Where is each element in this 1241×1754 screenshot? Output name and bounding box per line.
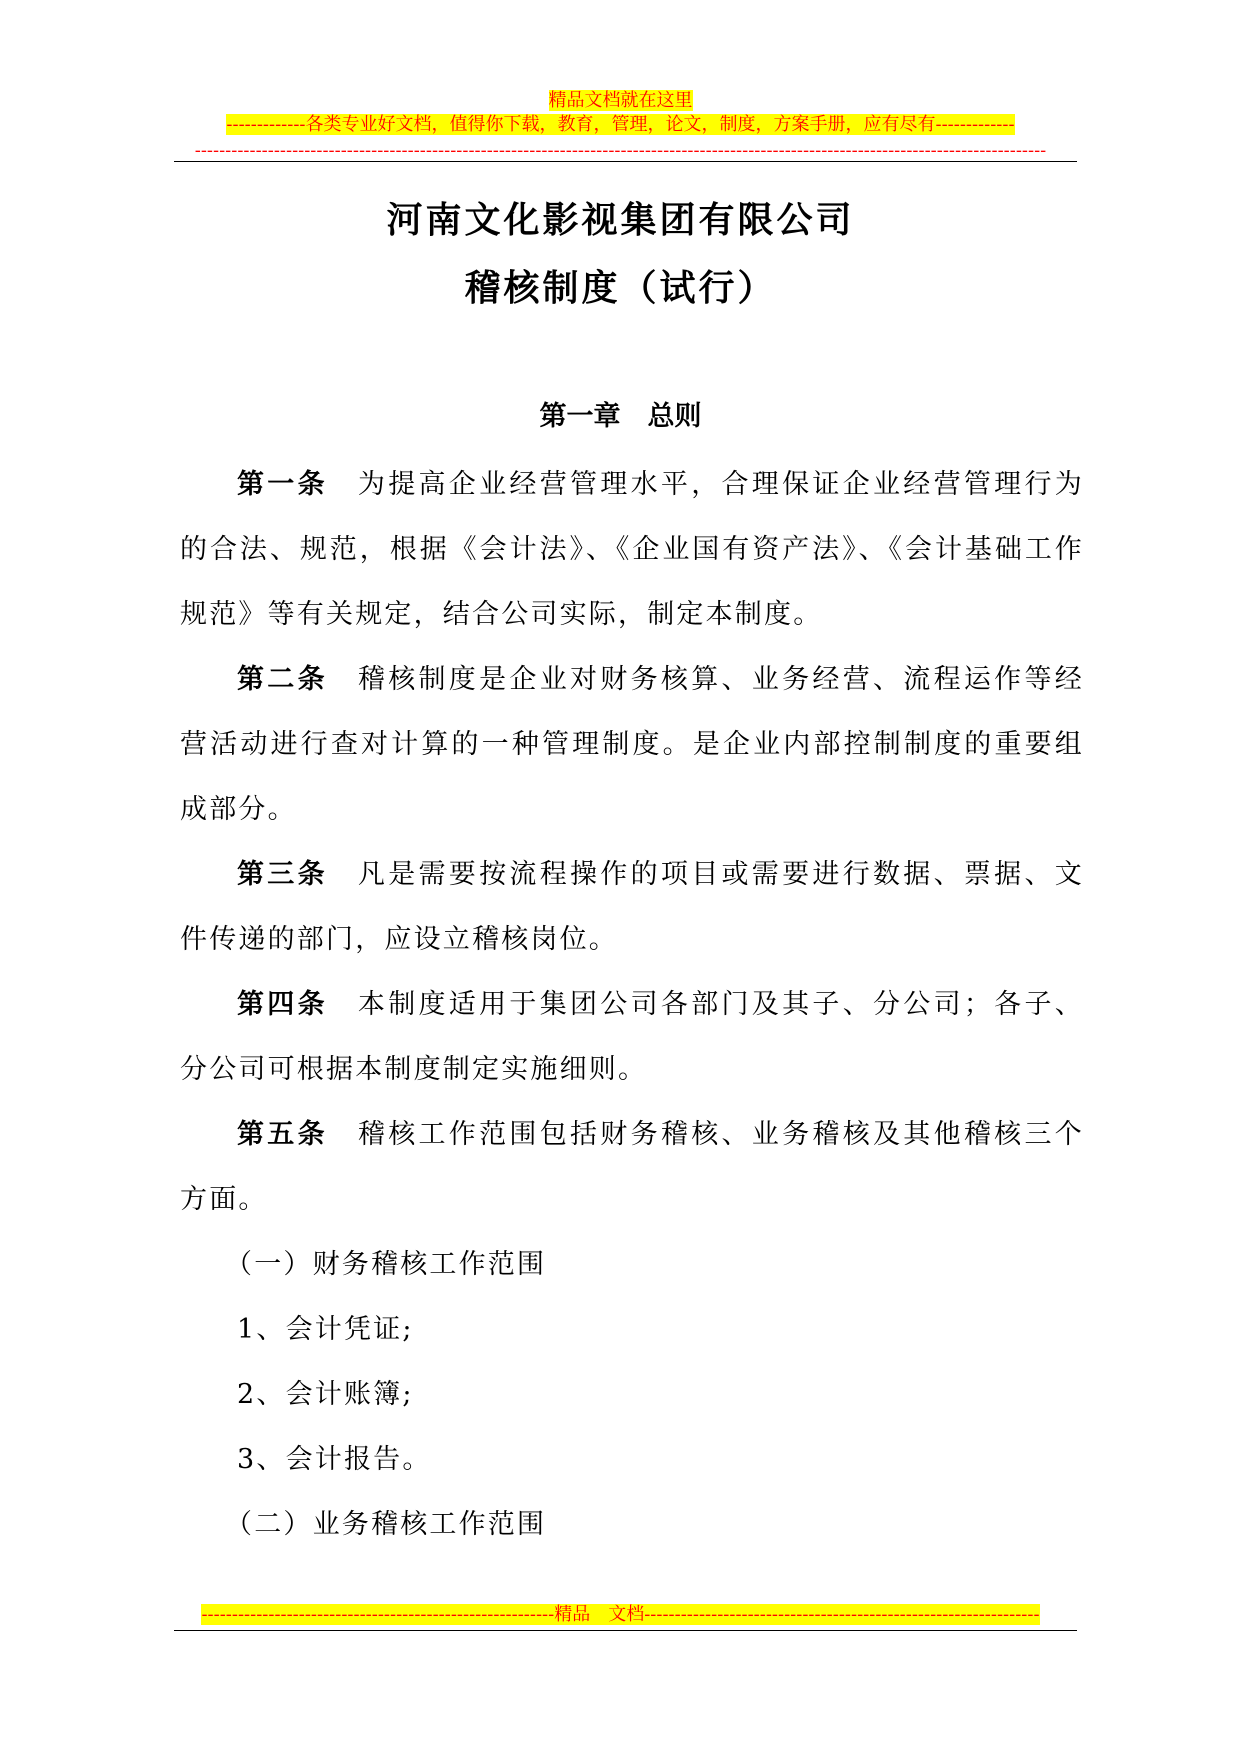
chapter-heading: 第一章 总则 <box>539 401 702 432</box>
article-3-label: 第三条 <box>237 859 328 890</box>
article-5-label: 第五条 <box>237 1119 328 1150</box>
footer-rule <box>174 1630 1077 1631</box>
section-1-item: 1、会计凭证; <box>237 1314 414 1345</box>
footer-banner-text: ----------------------------------------------------------精品 文档----------------------------------------------------------------- <box>201 1604 1040 1625</box>
article-5-text: 稽核工作范围包括财务稽核、业务稽核及其他稽核三个方面。 <box>180 1119 1084 1215</box>
header-tagline-text: 精品文档就在这里 <box>548 90 693 111</box>
article-4 <box>180 972 1084 1102</box>
article-2-label: 第二条 <box>237 664 328 695</box>
section-1-heading: （一）财务稽核工作范围 <box>225 1249 547 1280</box>
section-1-item: 2、会计账簿; <box>237 1379 414 1410</box>
article-3-text: 凡是需要按流程操作的项目或需要进行数据、票据、文件传递的部门，应设立稽核岗位。 <box>180 859 1084 955</box>
article-1 <box>180 452 1084 647</box>
document-title: 河南文化影视集团有限公司 <box>386 200 855 241</box>
header-rule <box>174 161 1077 162</box>
article-2 <box>180 647 1084 842</box>
section-1-item: 3、会计报告。 <box>237 1444 432 1475</box>
article-4-label: 第四条 <box>237 989 328 1020</box>
footer-banner <box>0 1606 1241 1624</box>
article-4-text: 本制度适用于集团公司各部门及其子、分公司；各子、分公司可根据本制度制定实施细则。 <box>180 989 1084 1085</box>
header-banner-text: -------------各类专业好文档，值得你下载，教育，管理，论文，制度，方案手册，应有尽有------------- <box>226 114 1015 135</box>
header-dashed-line: -------------------------------------------------------------------------------------------------------------------------------------------- <box>194 140 1047 161</box>
article-1-text: 为提高企业经营管理水平，合理保证企业经营管理行为的合法、规范，根据《会计法》、《企业国有资产法》、《会计基础工作规范》等有关规定，结合公司实际，制定本制度。 <box>180 469 1084 630</box>
article-3 <box>180 842 1084 972</box>
article-1-label: 第一条 <box>237 469 328 500</box>
header-tagline <box>0 92 1241 110</box>
article-5 <box>180 1102 1084 1232</box>
document-subtitle: 稽核制度（试行） <box>464 268 777 309</box>
article-2-text: 稽核制度是企业对财务核算、业务经营、流程运作等经营活动进行查对计算的一种管理制度。是企业内部控制制度的重要组成部分。 <box>180 664 1084 825</box>
section-2-heading: （二）业务稽核工作范围 <box>225 1509 547 1540</box>
header-banner <box>0 116 1241 134</box>
